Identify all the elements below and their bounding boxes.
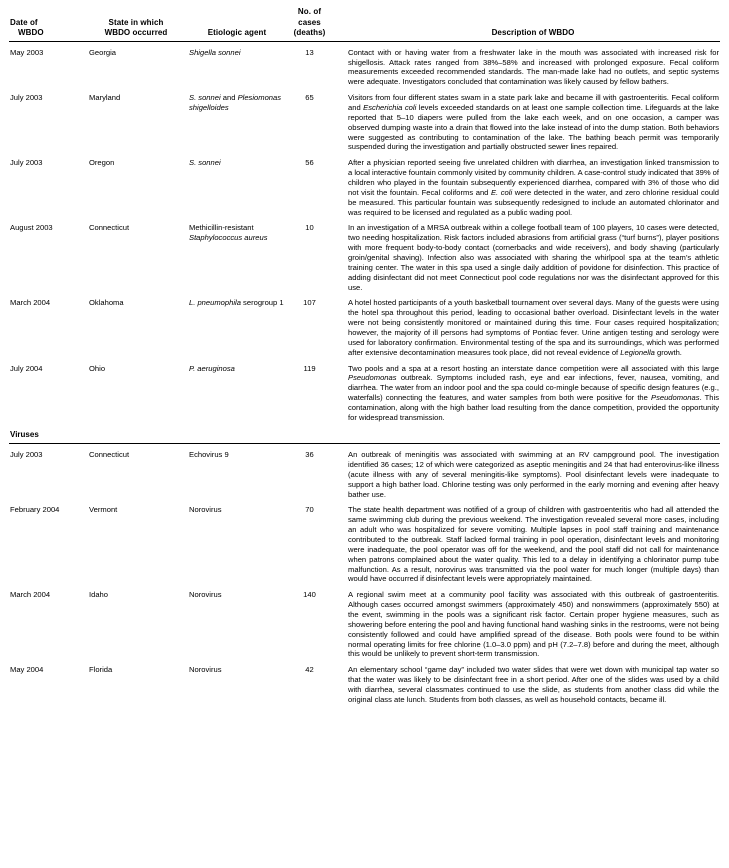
cell-description: Visitors from four different states swam in a state park lake and became ill with gastroenteritis. Fecal coliform and Escherichia coli levels exceeded standards on at least one sample collection time. Lifeguards at the lake reported that 5–10 diapers were pulled from the lake each week, and on one occasion, a camper was observed dumping waste into a drain that flowed into the lake instead of into the dump station. Both behaviors were suggested as contributing to contamination of the lake. The bathing beach permit was temporarily suspended during the investigation and partially obstructed sewer lines repaired. xyxy=(348,93,719,152)
cell-date: August 2003 xyxy=(10,223,53,233)
table-row xyxy=(9,358,720,423)
table-row xyxy=(9,444,720,499)
cell-agent: Norovirus xyxy=(189,505,222,515)
cell-agent: Shigella sonnei xyxy=(189,47,241,57)
column-header-date-line2: WBDO xyxy=(18,28,44,38)
cell-description: A regional swim meet at a community pool facility was associated with this outbreak of gastroenteritis. Although cases occurred amongst swimmers (approximately 450) and nonswimmers (approximately 550) at the event, swimming in the pools was a significant risk factor. Certain proper hygiene measures, such as showering before entering the pool and having functional hand washing sinks in the restrooms, were not being consistently followed and could have amplified spread of the disease. Both pools were found to be within normal operating limits for free chlorine (1.0–3.0 ppm) and pH (7.2–7.8) before and during the meet, although this would be unlikely to prevent short-term transmission. xyxy=(348,590,719,659)
cell-agent: L. pneumophila serogroup 1 xyxy=(189,298,284,308)
column-header-state-line2: WBDO occurred xyxy=(104,28,168,38)
cell-cases: 140 xyxy=(303,590,316,600)
cell-gap xyxy=(332,292,346,357)
cell-state: Connecticut xyxy=(89,223,130,233)
column-header-state-line1: State in which xyxy=(108,17,164,27)
wbdo-table xyxy=(9,0,720,705)
cell-gap xyxy=(332,217,346,292)
cell-cases: 36 xyxy=(305,450,314,460)
table-row xyxy=(9,584,720,659)
table-body xyxy=(9,42,720,705)
cell-date: July 2003 xyxy=(10,450,43,460)
column-header-description-label: Description of WBDO xyxy=(491,28,575,38)
cell-date: May 2004 xyxy=(10,665,44,675)
column-header-description xyxy=(346,0,720,41)
cell-cases: 65 xyxy=(305,93,314,103)
cell-cases: 56 xyxy=(305,158,314,168)
column-header-cases-line3: (deaths) xyxy=(293,28,326,38)
cell-state: Georgia xyxy=(89,47,117,57)
cell-agent: S. sonnei xyxy=(189,158,221,168)
cell-date: July 2004 xyxy=(10,363,43,373)
cell-gap xyxy=(332,444,346,499)
cell-gap xyxy=(332,358,346,423)
table-row xyxy=(9,42,720,87)
cell-gap xyxy=(332,42,346,87)
cell-description: A hotel hosted participants of a youth basketball tournament over several days. Many of the guests were using the hotel spa throughout this period, leading to occasional bather overload. Disinfectant levels in the water were not being consistently monitored or maintained during this time. Four cases required hospitalization; however, the majority of ill persons had symptoms of Pontiac fever. Urine antigen testing and serology were used for laboratory confirmation. Environmental testing of the spa and its surroundings, which was performed after extensive decontamination measures took place, did not reveal evidence of Legionella growth. xyxy=(348,298,719,357)
cell-date: February 2004 xyxy=(10,505,60,515)
cell-date: May 2003 xyxy=(10,47,44,57)
cell-state: Idaho xyxy=(89,590,109,600)
cell-description: An outbreak of meningitis was associated with swimming at an RV campground pool. The investigation identified 36 cases; 12 of which were categorized as aseptic meningitis and 24 that had enterovirus-like illness (acute illness with any of several meningitis-like symptoms). Pool disinfectant levels were inadequate to support a high bather load. Chlorine testing was only performed in the early morning and evening after heavy bather use. xyxy=(348,450,719,499)
cell-agent: Norovirus xyxy=(189,665,222,675)
cell-gap xyxy=(332,499,346,584)
column-header-date-line1: Date of xyxy=(10,17,38,27)
column-header-cases-line1: No. of xyxy=(297,7,322,16)
table-row xyxy=(9,499,720,584)
cell-state: Vermont xyxy=(89,505,118,515)
cell-agent: Methicillin-resistant Staphylococcus aureus xyxy=(189,223,268,243)
cell-description: The state health department was notified of a group of children with gastroenteritis who had all attended the same swimming club during the previous weekend. The investigation revealed several more cases, including an adult who was hospitalized for severe vomiting. Multiple lapses in pool staff training and maintenance contributed to the outbreak. Staff lacked formal training in pool operation, disinfectant levels and monitoring were inadequate, the pool operator was off for the weekend, and the pool staff did not call for maintenance when patrons complained about the water quality. This led to a delay in identifying a chlorinator pump tube malfunction. As a result, norovirus was transmitted via the pool water for much longer (multiple days) than would have occurred if disinfectant levels were appropriately maintained. xyxy=(348,505,719,584)
cell-description: An elementary school “game day” included two water slides that were wet down with municipal tap water so that the water was likely to be disinfectant free in a short period. After one of the slides was used by a child with diarrhea, several classmates continued to use the slide, as students from another class did while the original class ate lunch. Students from both classes, as well as household contacts, became ill. xyxy=(348,665,719,704)
cell-state: Oklahoma xyxy=(89,298,124,308)
column-header-cases xyxy=(287,0,332,41)
column-header-agent xyxy=(187,0,287,41)
cell-description: In an investigation of a MRSA outbreak within a college football team of 100 players, 10 cases were detected, two needing hospitalization. Risk factors included abrasions from artificial grass (“turf burns”), player positions with more frequent body-to-body contact (cornerbacks and wide receivers), and body shaving (particularly groin/genital shaving). Infection also was associated with sharing the whirlpool spa at the team’s athletic training center. The water in this spa used a single daily addition of povidone for disinfection. This practice of adding disinfectant did not meet Connecticut pool code regulations nor was the disinfectant approved for this use. xyxy=(348,223,719,292)
table-row xyxy=(9,217,720,292)
table-row xyxy=(9,292,720,357)
cell-state: Ohio xyxy=(89,363,106,373)
section-label: Viruses xyxy=(10,429,39,439)
column-header-state xyxy=(85,0,187,41)
cell-cases: 10 xyxy=(305,223,314,233)
cell-cases: 70 xyxy=(305,505,314,515)
cell-gap xyxy=(332,152,346,217)
cell-cases: 107 xyxy=(303,298,316,308)
column-header-date xyxy=(9,0,85,41)
cell-state: Florida xyxy=(89,665,113,675)
cell-state: Connecticut xyxy=(89,450,130,460)
cell-date: March 2004 xyxy=(10,298,51,308)
table-row xyxy=(9,87,720,152)
cell-agent: Norovirus xyxy=(189,590,222,600)
cell-gap xyxy=(332,659,346,704)
cell-agent: P. aeruginosa xyxy=(189,363,235,373)
cell-state: Maryland xyxy=(89,93,121,103)
cell-gap xyxy=(332,87,346,152)
table-row xyxy=(9,152,720,217)
cell-agent: Echovirus 9 xyxy=(189,450,229,460)
section-header-row xyxy=(9,423,720,443)
table-row xyxy=(9,659,720,704)
cell-date: July 2003 xyxy=(10,158,43,168)
cell-description: Two pools and a spa at a resort hosting an interstate dance competition were all associated with this large Pseudomonas outbreak. Symptoms included rash, eye and ear infections, fever, nausea, vomiting, and diarrhea. The water from an indoor pool and the spa could co-mingle because of specific design features (e.g., waterfalls) connecting the features, and water samples from both were positive for the Pseudomonas. This contamination, along with the high bather load resulting from the dance competition, provided the opportunity for widespread transmission. xyxy=(348,363,719,422)
cell-description: After a physician reported seeing five unrelated children with diarrhea, an investigation linked transmission to a local interactive fountain commonly visited by community children. A case-control study indicated that 39% of children who played in the fountain subsequently experienced diarrhea, compared with 3% of those who did not visit the fountain. Fecal coliforms and E. coli were detected in the water, and zero chlorine residual could be measured. This particular fountain was subsequently redesigned to include an automated chlorinator and was required to be licensed and regulated as a public wading pool. xyxy=(348,158,720,217)
cell-state: Oregon xyxy=(89,158,115,168)
cell-description: Contact with or having water from a freshwater lake in the mouth was associated with increased risk for shigellosis. Attack rates ranged from 38%–58% and increased with prolonged exposure. Fecal coliform measurements exceeded recommended standards. The man-made lake had no outlets, and septic systems were adequate. Investigators concluded that contamination was likely caused by fellow bathers. xyxy=(348,47,719,87)
cell-gap xyxy=(332,584,346,659)
column-header-gap xyxy=(332,0,346,41)
column-header-cases-line2: cases xyxy=(298,17,321,27)
cell-cases: 42 xyxy=(305,665,314,675)
cell-date: March 2004 xyxy=(10,590,51,600)
table-header xyxy=(9,0,720,42)
column-header-agent-label: Etiologic agent xyxy=(207,28,267,38)
cell-cases: 13 xyxy=(305,47,314,57)
cell-cases: 119 xyxy=(303,363,316,373)
cell-agent: S. sonnei and Plesiomonas shigelloides xyxy=(189,93,282,112)
cell-date: July 2003 xyxy=(10,93,43,103)
